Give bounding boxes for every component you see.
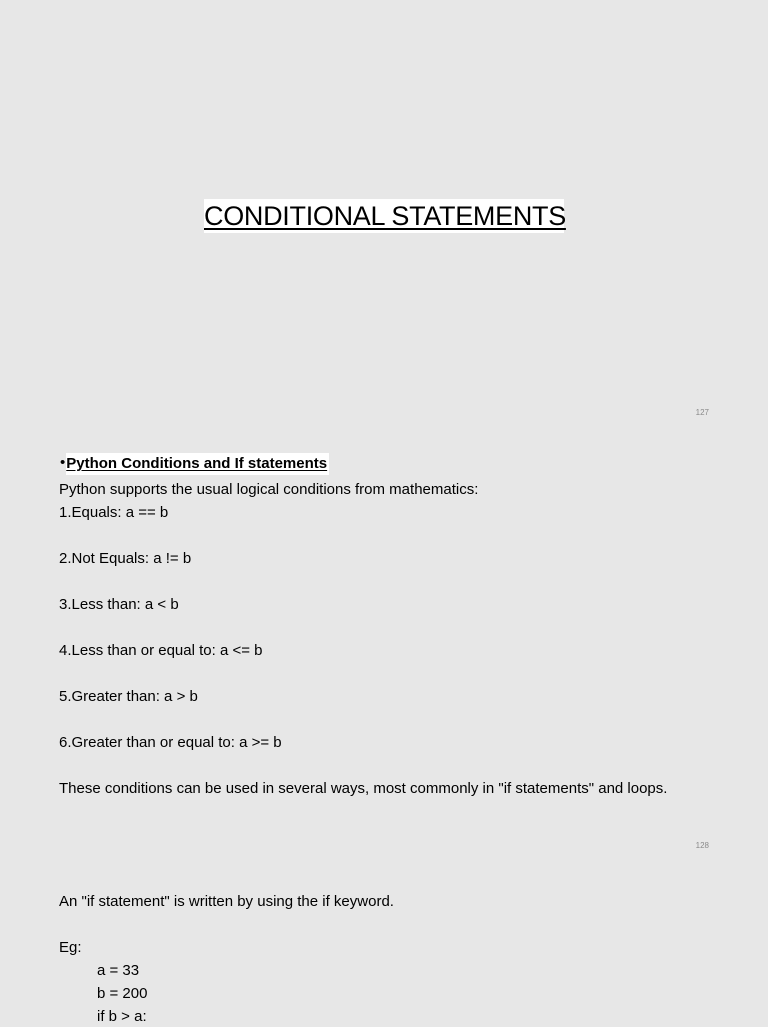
page-number: 127 [695,408,709,417]
example-label: Eg: [59,939,82,956]
section-heading-row [60,453,329,475]
condition-item: 4.Less than or equal to: a <= b [59,642,263,659]
if-statement-intro: An "if statement" is written by using the if keyword. [59,893,394,910]
code-line: b = 200 [97,985,148,1002]
condition-item: 2.Not Equals: a != b [59,550,192,567]
code-line: a = 33 [97,962,140,979]
intro-text: Python supports the usual logical conditions from mathematics: [59,481,479,498]
bullet-icon: • [60,454,66,471]
section-heading: Python Conditions and If statements [66,453,329,475]
condition-item: 6.Greater than or equal to: a >= b [59,734,282,751]
code-line: if b > a: [97,1008,147,1025]
slide-title: CONDITIONAL STATEMENTS [204,201,566,231]
condition-item: 3.Less than: a < b [59,596,179,613]
condition-item: 1.Equals: a == b [59,504,169,521]
page-number: 128 [695,841,709,850]
condition-item: 5.Greater than: a > b [59,688,198,705]
summary-text: These conditions can be used in several ways, most commonly in "if statements" and loops. [59,780,668,797]
